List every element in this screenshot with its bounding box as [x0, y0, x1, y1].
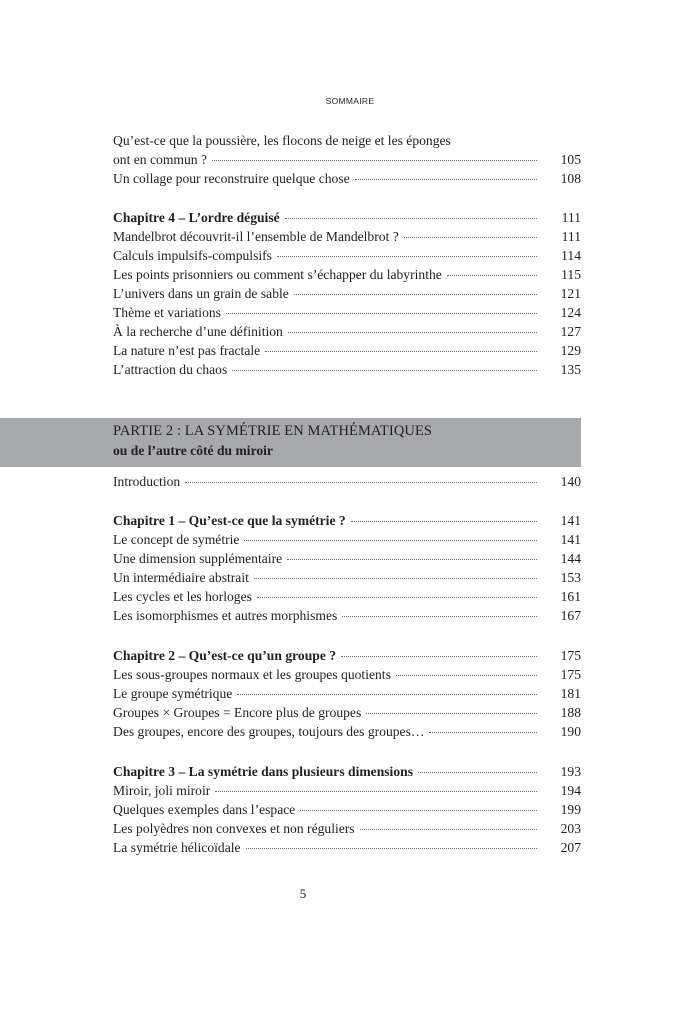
chapter-heading — [113, 762, 581, 781]
dot-leader — [254, 577, 537, 579]
part-subtitle: ou de l’autre côté du miroir — [113, 443, 273, 458]
toc-chapter-2 — [113, 646, 581, 741]
toc-entry-title: Calculs impulsifs-compulsifs — [113, 248, 272, 263]
dot-leader — [294, 293, 537, 295]
toc-entry-page: 121 — [560, 286, 581, 301]
dot-leader — [447, 274, 537, 276]
toc-entry — [113, 587, 581, 606]
toc-entry-title: Qu’est-ce que la poussière, les flocons de neige et les éponges — [113, 133, 451, 148]
toc-entry-title: Groupes × Groupes = Encore plus de groupes — [113, 705, 362, 720]
toc-introduction — [113, 472, 581, 491]
toc-entry-page: 194 — [560, 783, 581, 798]
dot-leader — [288, 331, 537, 333]
toc-entry — [113, 722, 581, 741]
toc-entry-page: 105 — [560, 152, 581, 167]
dot-leader — [351, 520, 537, 522]
toc-entry-page: 144 — [560, 551, 581, 566]
dot-leader — [355, 178, 537, 180]
chapter-title: Chapitre 1 – Qu’est-ce que la symétrie ? — [113, 513, 346, 528]
toc-entry — [113, 169, 581, 188]
toc-entry-title: Une dimension supplémentaire — [113, 551, 283, 566]
toc-entry-title: L’attraction du chaos — [113, 362, 228, 377]
dot-leader — [237, 693, 537, 695]
toc-chapter-4 — [113, 208, 581, 379]
toc-entry-title: Quelques exemples dans l’espace — [113, 802, 296, 817]
toc-entry-title: Les cycles et les horloges — [113, 589, 252, 604]
toc-entry — [113, 303, 581, 322]
toc-entry-title: Les points prisonniers ou comment s’échapper du labyrinthe — [113, 267, 442, 282]
toc-entry-title: Le concept de symétrie — [113, 532, 240, 547]
toc-entry — [113, 341, 581, 360]
toc-entry-title: Un intermédiaire abstrait — [113, 570, 249, 585]
chapter-heading — [113, 646, 581, 665]
toc-entry-title: Le groupe symétrique — [113, 686, 233, 701]
part-title: PARTIE 2 : LA SYMÉTRIE EN MATHÉMATIQUES — [113, 423, 433, 439]
dot-leader — [429, 731, 537, 733]
toc-entry-title: L’univers dans un grain de sable — [113, 286, 289, 301]
toc-entry-title: À la recherche d’une définition — [113, 324, 283, 339]
toc-entry — [113, 472, 581, 491]
dot-leader — [396, 674, 537, 676]
toc-entry — [113, 703, 581, 722]
toc-entry-page: 161 — [560, 589, 581, 604]
toc-entry — [113, 530, 581, 549]
dot-leader — [226, 312, 537, 314]
chapter-heading — [113, 208, 581, 227]
toc-entry — [113, 265, 581, 284]
chapter-heading — [113, 511, 581, 530]
toc-entry — [113, 150, 581, 169]
toc-entry — [113, 838, 581, 857]
toc-entry-title: Les sous-groupes normaux et les groupes quotients — [113, 667, 391, 682]
toc-entry — [113, 322, 581, 341]
dot-leader — [265, 350, 537, 352]
toc-entry-page: 203 — [560, 821, 581, 836]
dot-leader — [285, 217, 537, 219]
dot-leader — [257, 596, 537, 598]
chapter-page: 175 — [560, 648, 581, 663]
toc-entry — [113, 549, 581, 568]
toc-entry-page: 207 — [560, 840, 581, 855]
toc-entry — [113, 227, 581, 246]
toc-entry-title: Mandelbrot découvrit-il l’ensemble de Mandelbrot ? — [113, 229, 399, 244]
part-banner — [0, 418, 581, 467]
toc-entry-title: Les polyèdres non convexes et non réguliers — [113, 821, 355, 836]
chapter-title: Chapitre 2 – Qu’est-ce qu’un groupe ? — [113, 648, 337, 663]
dot-leader — [341, 655, 537, 657]
toc-entry — [113, 246, 581, 265]
dot-leader — [366, 712, 537, 714]
dot-leader — [360, 828, 537, 830]
dot-leader — [212, 159, 537, 161]
dot-leader — [342, 615, 537, 617]
toc-entry-title: Miroir, joli miroir — [113, 783, 211, 798]
toc-block-top — [113, 131, 581, 188]
toc-entry-page: 181 — [560, 686, 581, 701]
dot-leader — [287, 558, 537, 560]
toc-entry-page: 153 — [560, 570, 581, 585]
toc-entry-page: 135 — [560, 362, 581, 377]
toc-entry-page: 141 — [560, 532, 581, 547]
toc-entry-page: 108 — [560, 171, 581, 186]
toc-entry-page: 114 — [561, 248, 581, 263]
chapter-title: Chapitre 4 – L’ordre déguisé — [113, 210, 280, 225]
dot-leader — [232, 369, 537, 371]
toc-entry-page: 188 — [560, 705, 581, 720]
running-header: SOMMAIRE — [325, 96, 375, 106]
toc-entry — [113, 665, 581, 684]
toc-entry — [113, 800, 581, 819]
toc-entry-title: Thème et variations — [113, 305, 221, 320]
toc-entry — [113, 606, 581, 625]
toc-chapter-3 — [113, 762, 581, 857]
toc-entry-page: 127 — [560, 324, 581, 339]
dot-leader — [244, 539, 537, 541]
dot-leader — [404, 236, 537, 238]
toc-entry-title: Les isomorphismes et autres morphismes — [113, 608, 338, 623]
chapter-page: 111 — [561, 210, 581, 225]
toc-entry — [113, 684, 581, 703]
toc-entry-page: 190 — [560, 724, 581, 739]
chapter-title: Chapitre 3 – La symétrie dans plusieurs dimensions — [113, 764, 413, 779]
toc-entry-page: 111 — [561, 229, 581, 244]
toc-entry — [113, 131, 581, 150]
dot-leader — [418, 771, 537, 773]
toc-chapter-1 — [113, 511, 581, 625]
chapter-page: 141 — [560, 513, 581, 528]
toc-entry — [113, 568, 581, 587]
dot-leader — [215, 790, 537, 792]
toc-entry — [113, 819, 581, 838]
dot-leader — [300, 809, 537, 811]
toc-entry — [113, 360, 581, 379]
toc-entry-page: 129 — [560, 343, 581, 358]
toc-entry-title: Des groupes, encore des groupes, toujours des groupes… — [113, 724, 425, 739]
toc-entry-title: La symétrie hélicoïdale — [113, 840, 241, 855]
toc-entry-title: Un collage pour reconstruire quelque chose — [113, 171, 350, 186]
toc-entry — [113, 781, 581, 800]
dot-leader — [277, 255, 537, 257]
toc-entry-title: La nature n’est pas fractale — [113, 343, 261, 358]
toc-entry-page: 167 — [560, 608, 581, 623]
toc-entry-page: 140 — [560, 474, 581, 489]
toc-entry-page: 175 — [560, 667, 581, 682]
page-number: 5 — [299, 886, 307, 901]
chapter-page: 193 — [560, 764, 581, 779]
toc-entry-page: 124 — [560, 305, 581, 320]
toc-entry-title: Introduction — [113, 474, 181, 489]
dot-leader — [185, 481, 537, 483]
dot-leader — [246, 847, 537, 849]
toc-entry-page: 115 — [561, 267, 581, 282]
toc-entry — [113, 284, 581, 303]
toc-entry-title: ont en commun ? — [113, 152, 208, 167]
toc-entry-page: 199 — [560, 802, 581, 817]
